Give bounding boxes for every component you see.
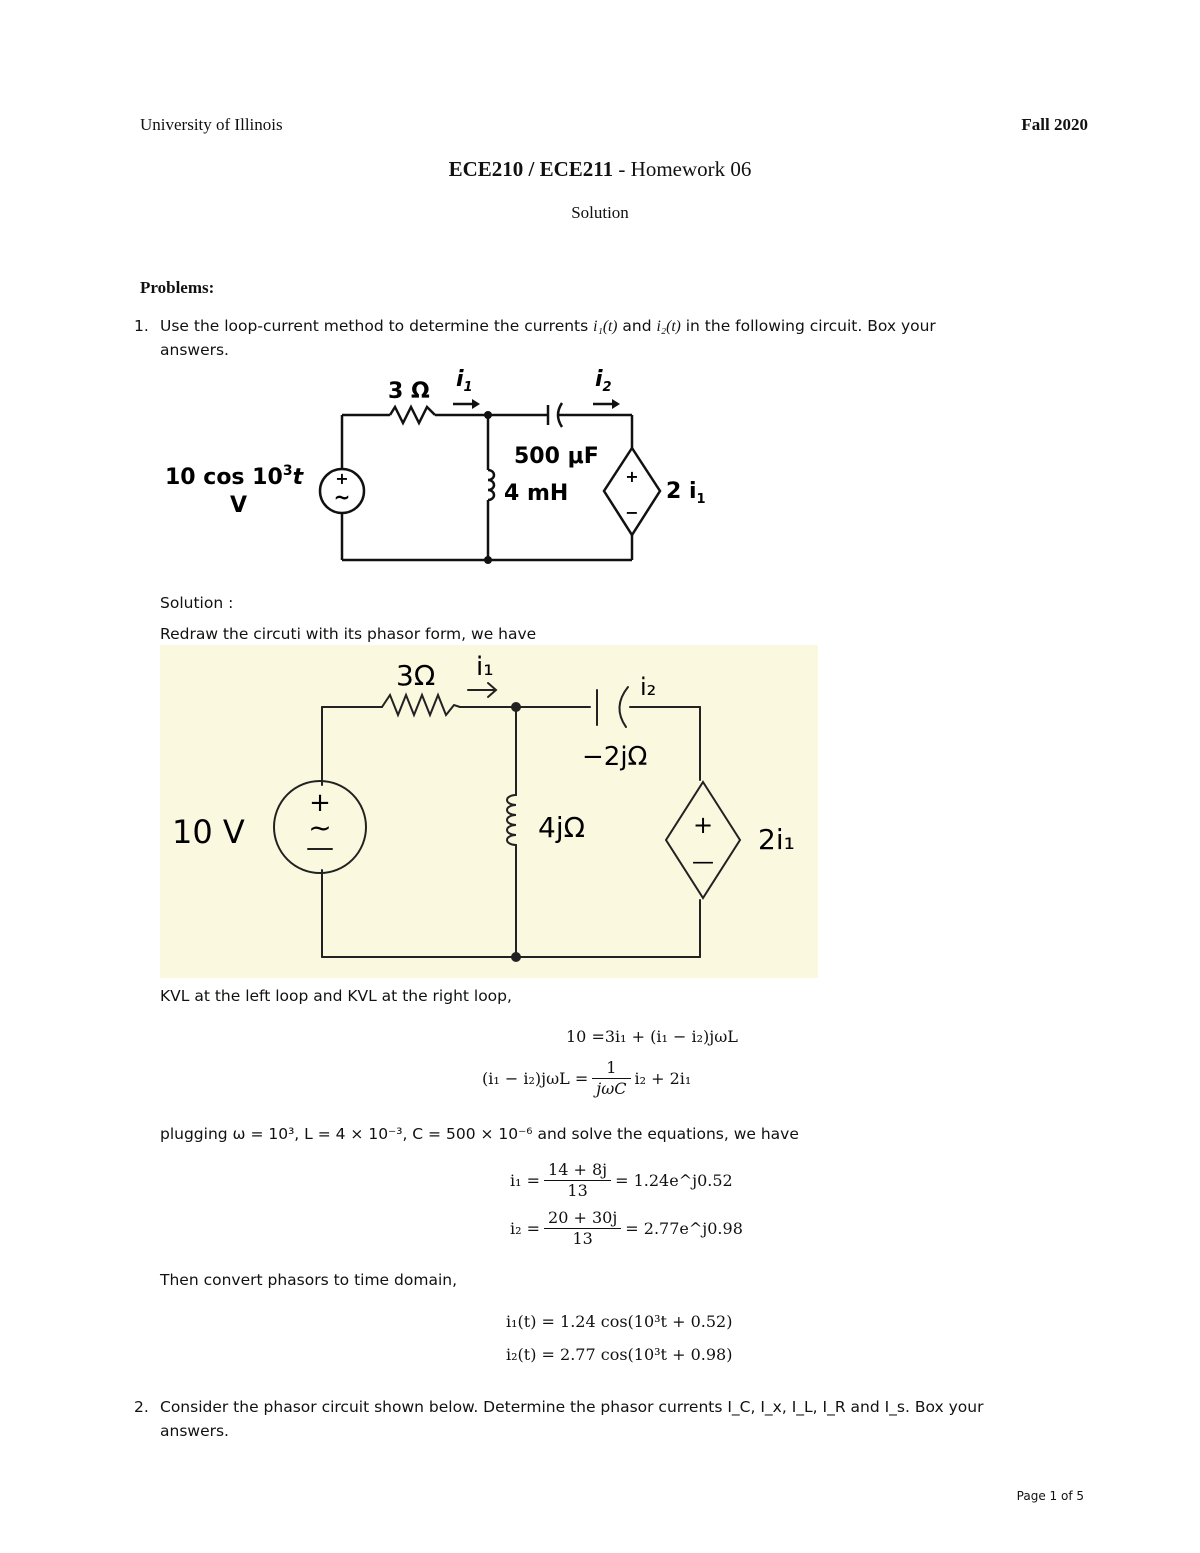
i1-num: 14 + 8j <box>544 1160 611 1181</box>
solution-label: Solution : <box>160 594 234 612</box>
ph-inductor-label: 4jΩ <box>538 811 585 844</box>
i2-den: 13 <box>572 1229 593 1248</box>
convert-text: Then convert phasors to time domain, <box>160 1271 457 1289</box>
arrow-i2-head <box>612 399 620 409</box>
ph-source-tilde: ~ <box>308 811 332 844</box>
i1-time-equation: i₁(t) = 1.24 cos(10³t + 0.52) <box>506 1312 733 1331</box>
eq2-num: 1 <box>592 1058 630 1079</box>
problem-1-i1t: i₁(t) <box>593 318 618 335</box>
problem-2-text-line2: answers. <box>160 1422 229 1440</box>
term-label: Fall 2020 <box>1021 115 1088 134</box>
i1-fraction <box>544 1160 611 1201</box>
problem-2-text: Consider the phasor circuit shown below. Determine the phasor currents I_C, I_x, I_L, I_R and I_s. Box your <box>160 1398 984 1416</box>
ph-dependent-label: 2i₁ <box>758 823 795 856</box>
ph-current2-label: i₂ <box>640 673 657 701</box>
i2-time-equation: i₂(t) = 2.77 cos(10³t + 0.98) <box>506 1345 733 1364</box>
source-plus: + <box>335 469 349 488</box>
i2-lhs: i₂ = <box>510 1219 541 1238</box>
problems-heading: Problems: <box>140 278 215 297</box>
page-number: Page 1 of 5 <box>1016 1489 1084 1503</box>
inductor-label: 4 mH <box>504 481 569 506</box>
equation-1: 10 =3i₁ + (i₁ − i₂)jωL <box>566 1027 738 1046</box>
course-codes: ECE210 / ECE211 <box>448 157 614 181</box>
ph-node-bottom <box>511 952 521 962</box>
node-top <box>484 411 492 419</box>
i2-num: 20 + 30j <box>544 1208 621 1229</box>
ph-current1-label: i₁ <box>476 652 494 682</box>
problem-1-text-line2: answers. <box>160 341 229 359</box>
eq2-lhs: (i₁ − i₂)jωL = <box>482 1069 589 1088</box>
problem-1-text-a: Use the loop-current method to determine the currents <box>160 317 594 335</box>
source-ac: ~ <box>333 485 351 509</box>
problem-1-and: and <box>617 317 657 335</box>
problem-2-number: 2. <box>134 1398 149 1416</box>
i2-fraction <box>544 1208 621 1249</box>
dep-minus: − <box>625 503 639 522</box>
node-bottom <box>484 556 492 564</box>
problem-1-i2t: i₂(t) <box>656 318 681 335</box>
current-i1-label: $i_1$ <box>456 367 473 395</box>
institution-name: University of Illinois <box>140 115 283 134</box>
i1-den: 13 <box>567 1181 588 1200</box>
problem-1-text-b: in the following circuit. Box your <box>680 317 936 335</box>
i2-phasor-equation <box>510 1208 743 1249</box>
ph-node-top <box>511 702 521 712</box>
i1-rhs: = 1.24e^j0.52 <box>615 1171 733 1190</box>
document-title <box>0 157 1200 182</box>
eq2-rhs: i₂ + 2i₁ <box>634 1069 692 1088</box>
ph-dep-plus: + <box>692 811 714 839</box>
title-dash: - <box>613 157 631 181</box>
problem-1-text <box>160 314 1090 339</box>
assignment-name: Homework 06 <box>630 157 752 181</box>
source-label: 10 $\cos 10^3t$ <box>165 463 304 490</box>
ph-resistor-label: 3Ω <box>396 659 436 692</box>
phasor-circuit-diagram <box>160 645 818 978</box>
arrow-i1-head <box>472 399 480 409</box>
equation-2 <box>482 1058 691 1099</box>
document-subtitle: Solution <box>571 203 629 222</box>
ph-source-label: 10 V <box>172 813 245 851</box>
source-unit: V <box>230 493 248 518</box>
problem-1-number: 1. <box>134 317 149 335</box>
dep-plus: + <box>625 467 639 486</box>
i1-phasor-equation <box>510 1160 733 1201</box>
resistor-label: 3 Ω <box>388 379 430 404</box>
i1-lhs: i₁ = <box>510 1171 541 1190</box>
i2-rhs: = 2.77e^j0.98 <box>625 1219 743 1238</box>
current-i2-label: $i_2$ <box>595 367 612 395</box>
eq2-fraction <box>592 1058 630 1099</box>
plugging-text: plugging ω = 10³, L = 4 × 10⁻³, C = 500 × 10⁻⁶ and solve the equations, we have <box>160 1125 799 1143</box>
circuit-diagram-1 <box>150 360 720 570</box>
kvl-text: KVL at the left loop and KVL at the right loop, <box>160 987 512 1005</box>
ph-dep-minus: — <box>692 850 714 875</box>
dependent-source-label: 2 $i_1$ <box>666 479 706 507</box>
ph-capacitor-label: −2jΩ <box>582 742 648 772</box>
resistor-symbol <box>390 407 435 423</box>
ph-source-plus: + <box>309 788 331 818</box>
inductor-symbol <box>488 470 494 500</box>
redraw-text: Redraw the circuti with its phasor form, we have <box>160 625 537 643</box>
capacitor-label: 500 μF <box>514 444 599 469</box>
eq2-den: jωC <box>596 1079 627 1098</box>
